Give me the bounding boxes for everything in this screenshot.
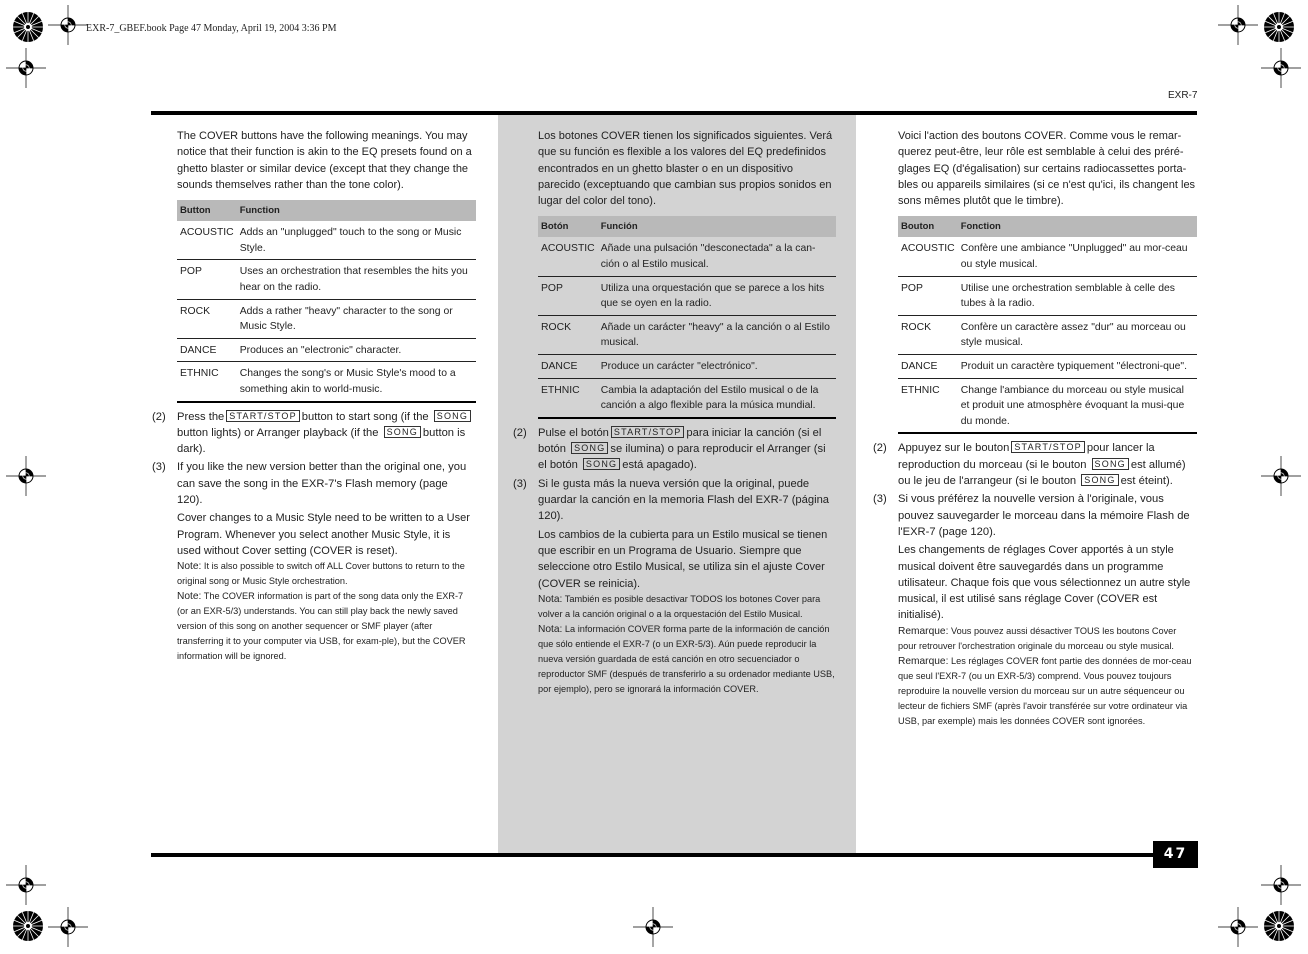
table-row bbox=[177, 299, 476, 338]
function-cell: Cambia la adaptación del Estilo musical o de la canción a algo flexible para la música mundial. bbox=[598, 378, 836, 418]
song-key-label: SONG bbox=[571, 442, 608, 454]
step-text: If you like the new version better than the original one, you can save the song in the EXR-7's Flash memory (page 120). bbox=[177, 461, 467, 507]
function-cell: Changes the song's or Music Style's mood to a something akin to world-music. bbox=[237, 362, 476, 402]
step-text: button is dark). bbox=[177, 426, 466, 456]
step-text: para iniciar la canción (si el botón bbox=[538, 426, 822, 456]
step-text: Si vous préférez la nouvelle version à l'originale, vous pouvez sauvegarder le morceau dans la mémoire Flash de l'EXR-7 (page 120). bbox=[898, 493, 1190, 538]
song-key-label: SONG bbox=[1081, 474, 1118, 486]
step-number: (2) bbox=[873, 442, 887, 455]
table-row bbox=[898, 237, 1197, 276]
table-header-row bbox=[538, 216, 836, 237]
button-cell: ROCK bbox=[177, 299, 237, 338]
button-cell: DANCE bbox=[177, 338, 237, 362]
step-text: button to start song (if the bbox=[301, 410, 429, 423]
function-cell: Uses an orchestration that resembles the hits you hear on the radio. bbox=[237, 260, 476, 299]
note bbox=[898, 654, 1197, 729]
step-2 bbox=[873, 440, 1197, 489]
button-cell: ETHNIC bbox=[177, 362, 237, 402]
step-3 bbox=[513, 476, 836, 525]
table-row bbox=[538, 276, 836, 315]
button-cell: ETHNIC bbox=[538, 378, 598, 418]
note-text: Vous pouvez aussi désactiver TOUS les boutons Cover pour retrouver l'orchestration originale du morceau ou style musical. bbox=[898, 625, 1177, 651]
running-head: EXR-7 bbox=[1168, 90, 1198, 101]
column-header: Fonction bbox=[958, 216, 1197, 237]
column-header: Función bbox=[598, 216, 836, 237]
step-text: se ilumina) o para reproducir el Arranger (si el botón bbox=[538, 443, 826, 472]
button-cell: ROCK bbox=[898, 315, 958, 354]
cover-buttons-table bbox=[177, 200, 476, 402]
song-key-label: SONG bbox=[434, 410, 471, 422]
start-stop-key-label: START/STOP bbox=[1011, 441, 1085, 453]
song-key-label: SONG bbox=[1092, 458, 1129, 470]
steps bbox=[513, 425, 836, 697]
step-3-body: Los cambios de la cubierta para un Estilo musical se tienen que escribir en un Programa de Usuario. Siempre que seleccione otro Estilo Musical, se utiliza sin el ajuste Cover (COVER se reinicia). bbox=[538, 528, 828, 590]
note bbox=[538, 622, 836, 697]
function-cell: Confère un caractère assez "dur" au morceau ou style musical. bbox=[958, 315, 1197, 354]
note-label: Note: bbox=[177, 561, 202, 573]
table-header-row bbox=[177, 200, 476, 221]
table-row bbox=[898, 276, 1197, 315]
note bbox=[177, 589, 476, 664]
step-3 bbox=[152, 459, 476, 508]
bottom-rule bbox=[151, 853, 1156, 857]
note-text: Les réglages COVER font partie des données de mor-ceau que seul l'EXR-7 (ou un EXR-5/3) comprend. Vous pouvez toujours reproduire la nouvelle version du morceau sur un autre séquenceur ou lecteur de fichiers SMF (après l'avoir transférée sur votre ordinateur via USB, par exemple) mais les données COVER sont ignorées. bbox=[898, 655, 1192, 726]
file-header: EXR-7_GBEF.book Page 47 Monday, April 19, 2004 3:36 PM bbox=[86, 23, 337, 34]
function-cell: Change l'ambiance du morceau ou style musical et produit une atmosphère évoquant la musi-que du monde. bbox=[958, 378, 1197, 433]
intro-paragraph: The COVER buttons have the following meanings. You may notice that their function is akin to the EQ presets found on a ghetto blaster or similar device (except that they change the sounds themselves rather than the tone color). bbox=[177, 130, 472, 191]
step-text: pour lancer la reproduction du morceau (si le bouton bbox=[898, 442, 1155, 471]
table-row bbox=[898, 378, 1197, 433]
note-label: Nota: bbox=[538, 623, 563, 635]
table-row bbox=[538, 315, 836, 354]
column-header: Bouton bbox=[898, 216, 958, 237]
step-number: (3) bbox=[873, 493, 887, 506]
table-row bbox=[177, 260, 476, 299]
table-row bbox=[538, 378, 836, 418]
note-text: It is also possible to switch off ALL Cover buttons to return to the original song or Music Style orchestration. bbox=[177, 561, 465, 587]
function-cell: Produce un carácter "electrónico". bbox=[598, 355, 836, 379]
step-text: Si le gusta más la nueva versión que la original, puede guardar la canción en la memoria Flash del EXR-7 (página 120). bbox=[538, 477, 830, 523]
button-cell: ROCK bbox=[538, 315, 598, 354]
steps bbox=[152, 409, 476, 665]
note bbox=[538, 592, 836, 622]
step-number: (2) bbox=[513, 426, 527, 439]
button-cell: ACOUSTIC bbox=[538, 237, 598, 276]
button-cell: ACOUSTIC bbox=[898, 237, 958, 276]
note-text: La información COVER forma parte de la información de canción que sólo entiende el EXR-7 (o un EXR-5/3). Aún puede reproducir la nueva versión guardada de está canción en otro secuenciador o reproductor SMF (después de transferirlo a su ordenador mediante USB, por ejemplo), pero se ignorará la información COVER. bbox=[538, 623, 835, 694]
note-label: Note: bbox=[177, 591, 202, 603]
step-number: (3) bbox=[152, 461, 166, 474]
note-label: Remarque: bbox=[898, 625, 949, 637]
note bbox=[177, 559, 476, 589]
button-cell: POP bbox=[898, 276, 958, 315]
function-cell: Adds an "unplugged" touch to the song or Music Style. bbox=[237, 221, 476, 260]
french-column bbox=[873, 128, 1197, 729]
cover-buttons-table bbox=[898, 216, 1197, 434]
spanish-column bbox=[513, 128, 836, 697]
intro-paragraph: Voici l'action des boutons COVER. Comme vous le remar-querez peut-être, leur rôle est semblable à celui des préré-glages EQ (d'égalisation) sur certains radiocassettes porta-bles ou appareils similaires (si ce n'est qu'ici, ils changent les sons mêmes plutôt que le timbre). bbox=[898, 130, 1196, 208]
table-row bbox=[177, 221, 476, 260]
step-text: est allumé) ou le jeu de l'arrangeur (si le bouton bbox=[898, 458, 1186, 488]
function-cell: Produit un caractère typiquement "électroni-que". bbox=[958, 355, 1197, 379]
step-text: Appuyez sur le bouton bbox=[898, 442, 1010, 455]
button-cell: DANCE bbox=[898, 355, 958, 379]
english-column bbox=[152, 128, 476, 664]
step-text: button lights) or Arranger playback (if the bbox=[177, 426, 379, 439]
intro-paragraph: Los botones COVER tienen los significados siguientes. Verá que su función es flexible a los valores del EQ predefinidos encontrados en un ghetto blaster o en un dispositivo parecido (exceptuando que cambian sus propios sonidos en lugar del color del tono). bbox=[538, 130, 833, 208]
note-label: Remarque: bbox=[898, 655, 949, 667]
function-cell: Produces an "electronic" character. bbox=[237, 338, 476, 362]
button-cell: ACOUSTIC bbox=[177, 221, 237, 260]
note-label: Nota: bbox=[538, 593, 563, 605]
step-text: Pulse el botón bbox=[538, 426, 609, 439]
table-row bbox=[177, 338, 476, 362]
note-text: También es posible desactivar TODOS los botones Cover para volver a la canción original o a la orquestación del Estilo Musical. bbox=[538, 593, 821, 619]
start-stop-key-label: START/STOP bbox=[226, 410, 300, 422]
table-row bbox=[538, 237, 836, 276]
start-stop-key-label: START/STOP bbox=[611, 426, 685, 438]
song-key-label: SONG bbox=[384, 426, 421, 438]
step-text: está apagado). bbox=[622, 459, 697, 472]
function-cell: Utiliza una orquestación que se parece a los hits que se oyen en la radio. bbox=[598, 276, 836, 315]
cover-buttons-table bbox=[538, 216, 836, 418]
function-cell: Confère une ambiance "Unplugged" au mor-ceau ou style musical. bbox=[958, 237, 1197, 276]
steps bbox=[873, 440, 1197, 728]
step-3 bbox=[873, 491, 1197, 540]
step-3-body: Cover changes to a Music Style need to be written to a User Program. Whenever you select another Music Style, it is used without Cover setting (COVER is reset). bbox=[177, 512, 470, 557]
function-cell: Utilise une orchestration semblable à celle des tubes à la radio. bbox=[958, 276, 1197, 315]
button-cell: ETHNIC bbox=[898, 378, 958, 433]
note bbox=[898, 624, 1197, 654]
table-row bbox=[177, 362, 476, 402]
column-header: Function bbox=[237, 200, 476, 221]
note-text: The COVER information is part of the song data only the EXR-7 (or an EXR-5/3) understands. You can still play back the newly saved version of this song on another sequencer or SMF player (after transferring it to your computer via USB, for exam-ple), but the COVER information will be ignored. bbox=[177, 591, 466, 662]
table-row bbox=[898, 315, 1197, 354]
step-2 bbox=[152, 409, 476, 458]
column-header: Botón bbox=[538, 216, 598, 237]
song-key-label: SONG bbox=[583, 458, 620, 470]
step-text: est éteint). bbox=[1120, 475, 1173, 488]
function-cell: Añade una pulsación "desconectada" a la can-ción o al Estilo musical. bbox=[598, 237, 836, 276]
column-header: Button bbox=[177, 200, 237, 221]
page-number: 47 bbox=[1153, 841, 1198, 868]
step-number: (3) bbox=[513, 477, 527, 490]
button-cell: DANCE bbox=[538, 355, 598, 379]
table-row bbox=[898, 355, 1197, 379]
step-2 bbox=[513, 425, 836, 474]
function-cell: Añade un carácter "heavy" a la canción o al Estilo musical. bbox=[598, 315, 836, 354]
step-3-body: Les changements de réglages Cover apportés à un style musical doivent être sauvegardés dans un programme utilisateur. Chaque fois que vous sélectionnez un autre style musical, il est utilisé sans réglage Cover (COVER est initialisé). bbox=[898, 544, 1191, 622]
table-row bbox=[538, 355, 836, 379]
button-cell: POP bbox=[538, 276, 598, 315]
table-header-row bbox=[898, 216, 1197, 237]
button-cell: POP bbox=[177, 260, 237, 299]
step-number: (2) bbox=[152, 410, 166, 423]
function-cell: Adds a rather "heavy" character to the song or Music Style. bbox=[237, 299, 476, 338]
step-text: Press the bbox=[177, 410, 225, 423]
